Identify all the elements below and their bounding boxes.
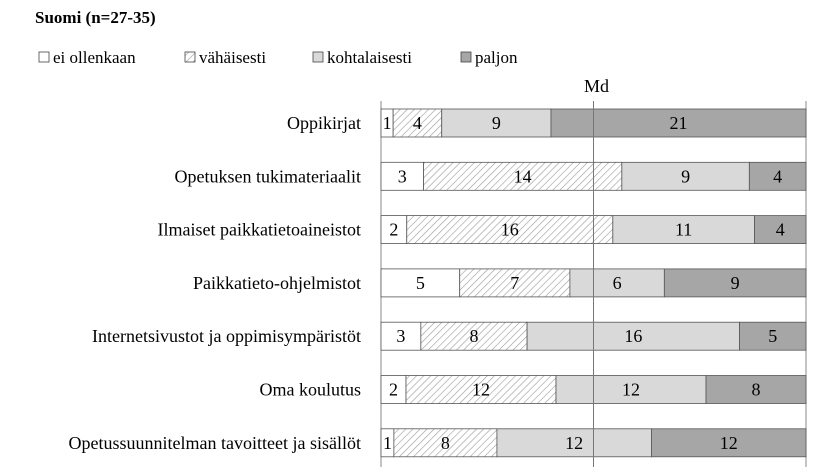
data-label: 16 — [624, 326, 643, 347]
data-label: 8 — [469, 326, 479, 347]
data-label: 9 — [730, 272, 740, 293]
category-label: Opetuksen tukimateriaalit — [174, 166, 361, 187]
data-label: 1 — [382, 432, 392, 453]
category-label: Internetsivustot ja oppimisympäristöt — [92, 326, 361, 347]
category-label: Opetussuunnitelman tavoitteet ja sisällöt — [68, 432, 361, 453]
legend-swatch — [185, 52, 195, 62]
data-label: 9 — [681, 166, 691, 187]
data-label: 1 — [382, 113, 392, 133]
legend-label: ei ollenkaan — [53, 48, 136, 67]
data-label: 14 — [513, 166, 532, 187]
legend — [39, 48, 518, 67]
legend-label: kohtalaisesti — [327, 48, 412, 67]
category-label: Paikkatieto-ohjelmistot — [193, 272, 361, 293]
data-label: 4 — [775, 219, 785, 240]
data-label: 8 — [751, 379, 761, 400]
category-labels — [69, 113, 361, 453]
data-label: 3 — [396, 326, 406, 347]
data-label: 6 — [612, 272, 622, 293]
data-label: 21 — [669, 113, 688, 133]
data-label: 2 — [389, 219, 399, 240]
chart-title: Suomi (n=27-35) — [35, 8, 156, 27]
data-label: 11 — [674, 219, 693, 240]
legend-swatch — [39, 52, 49, 62]
data-label: 3 — [397, 166, 407, 187]
legend-label: paljon — [475, 48, 518, 67]
median-label: Md — [583, 76, 610, 96]
legend-swatch — [313, 52, 323, 62]
data-label: 12 — [622, 379, 640, 400]
data-label: 5 — [415, 272, 425, 293]
data-label: 8 — [440, 432, 450, 453]
legend-label: vähäisesti — [199, 48, 267, 67]
data-label: 16 — [500, 219, 519, 240]
data-label: 12 — [472, 379, 490, 400]
category-label: Ilmaiset paikkatietoaineistot — [157, 219, 361, 240]
data-label: 12 — [719, 432, 738, 453]
data-label: 7 — [510, 272, 520, 293]
category-label: Oma koulutus — [259, 379, 361, 400]
data-label: 5 — [768, 326, 778, 347]
data-label: 9 — [491, 113, 501, 133]
data-label: 4 — [412, 113, 422, 133]
legend-swatch — [461, 52, 471, 62]
data-label: 4 — [773, 166, 783, 187]
category-label: Oppikirjat — [287, 113, 361, 133]
data-label: 12 — [565, 432, 584, 453]
data-label: 2 — [389, 379, 398, 400]
